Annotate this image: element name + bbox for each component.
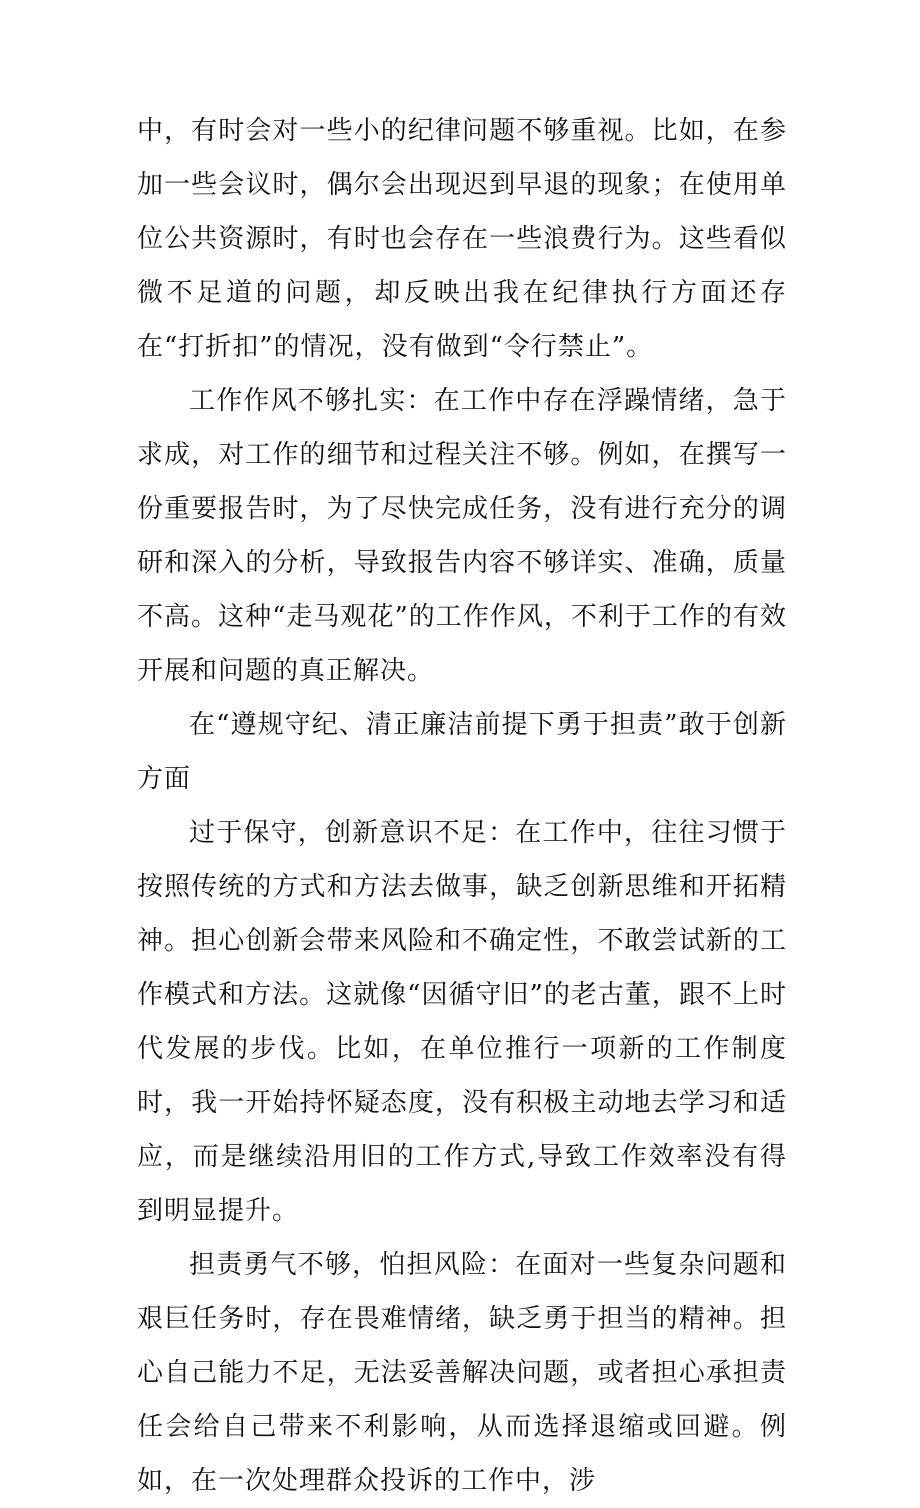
paragraph-conservative: 过于保守，创新意识不足：在工作中，往往习惯于按照传统的方式和方法去做事，缺乏创新思维和开拓精神。担心创新会带来风险和不确定性，不敢尝试新的工作模式和方法。这就像“因循守旧”的老古董，跟不上时代发展的步伐。比如，在单位推行一项新的工作制度时，我一开始持怀疑态度，没有积极主动地去学习和适应，而是继续沿用旧的工作方式,导致工作效率没有得到明显提升。 [137,818,787,1226]
paragraph-responsibility: 担责勇气不够，怕担风险：在面对一些复杂问题和艰巨任务时，存在畏难情绪，缺乏勇于担当的精神。担心自己能力不足，无法妥善解决问题，或者担心承担责任会给自己带来不利影响，从而选择退缩或回避。例如，在一次处理群众投诉的工作中，涉 [137,1250,787,1496]
document-body [137,104,787,1508]
paragraph-discipline-continued: 中，有时会对一些小的纪律问题不够重视。比如，在参加一些会议时，偶尔会出现迟到早退的现象；在使用单位公共资源时，有时也会存在一些浪费行为。这些看似微不足道的问题，却反映出我在纪律执行方面还存在“打折扣”的情况，没有做到“令行禁止”。 [137,116,787,362]
paragraph-work-style: 工作作风不够扎实：在工作中存在浮躁情绪，急于求成，对工作的细节和过程关注不够。例如，在撰写一份重要报告时，为了尽快完成任务，没有进行充分的调研和深入的分析，导致报告内容不够详实、准确，质量不高。这种“走马观花”的工作作风，不利于工作的有效开展和问题的真正解决。 [137,386,787,686]
section-heading-innovation: 在“遵规守纪、清正廉洁前提下勇于担责”敢于创新方面 [137,710,787,794]
